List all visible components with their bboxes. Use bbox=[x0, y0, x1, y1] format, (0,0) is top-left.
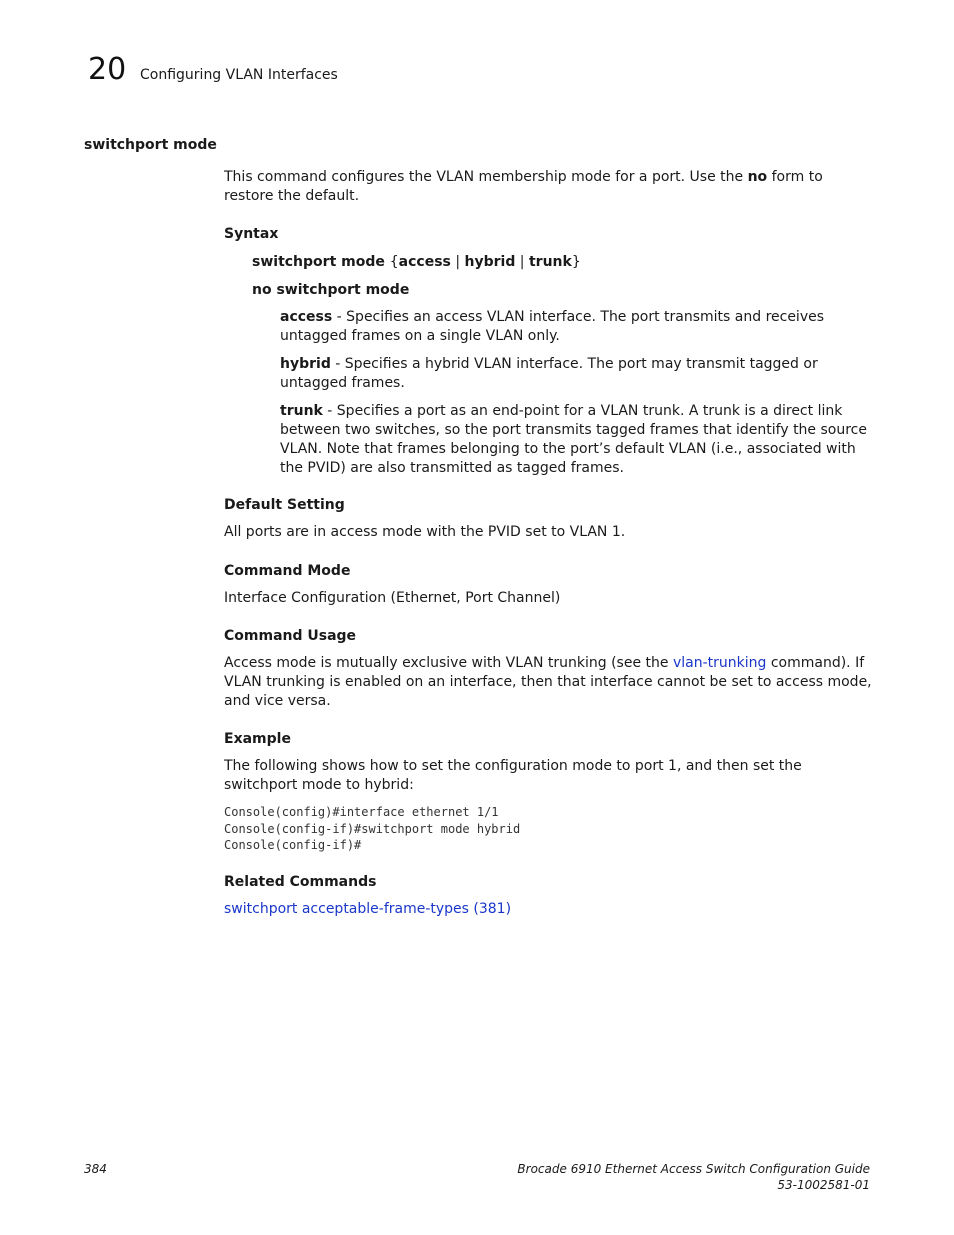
command-usage-heading: Command Usage bbox=[224, 628, 357, 644]
intro-paragraph: This command configures the VLAN membership mode for a port. Use the no form to restore the default. bbox=[224, 169, 823, 204]
doc-title: Brocade 6910 Ethernet Access Switch Configuration Guide bbox=[517, 1162, 870, 1176]
code-block bbox=[224, 804, 520, 854]
code-line: Console(config-if)#switchport mode hybrid bbox=[224, 821, 521, 836]
syntax-line: switchport mode {access | hybrid | trunk} bbox=[252, 254, 581, 270]
code-line: Console(config-if)# bbox=[224, 838, 362, 852]
command-usage-text: Access mode is mutually exclusive with VLAN trunking (see the vlan-trunking command). If VLAN trunking is enabled on an interface, then that interface cannot be set to access mode, and vice versa. bbox=[224, 655, 872, 709]
vlan-trunking-link[interactable]: vlan-trunking bbox=[672, 655, 767, 671]
command-mode-text: Interface Configuration (Ethernet, Port Channel) bbox=[224, 590, 561, 606]
default-setting-text: All ports are in access mode with the PVID set to VLAN 1. bbox=[224, 524, 626, 540]
chapter-number: 20 bbox=[88, 52, 127, 87]
footer-doc-info bbox=[517, 1161, 870, 1193]
code-line: Console(config)#interface ethernet 1/1 bbox=[224, 805, 499, 819]
page-number: 384 bbox=[84, 1162, 107, 1176]
section-title: switchport mode bbox=[84, 137, 217, 153]
chapter-title: Configuring VLAN Interfaces bbox=[140, 67, 338, 83]
param-hybrid: hybrid - Specifies a hybrid VLAN interface. The port may transmit tagged or untagged frames. bbox=[280, 356, 818, 391]
related-command-link[interactable]: switchport acceptable-frame-types (381) bbox=[224, 901, 512, 917]
syntax-heading: Syntax bbox=[224, 226, 279, 242]
command-mode-heading: Command Mode bbox=[224, 563, 351, 579]
example-text: The following shows how to set the configuration mode to port 1, and then set the switchport mode to hybrid: bbox=[224, 758, 802, 793]
param-access: access - Specifies an access VLAN interface. The port transmits and receives untagged frames on a single VLAN only. bbox=[280, 309, 825, 344]
doc-id: 53-1002581-01 bbox=[777, 1178, 870, 1192]
no-keyword: no bbox=[747, 169, 768, 185]
param-trunk: trunk - Specifies a port as an end-point for a VLAN trunk. A trunk is a direct link between two switches, so the port transmits tagged frames that identify the source VLAN. Note that frames belonging to the port’s default VLAN (i.e., associated with the PVID) are also transmitted as tagged frames. bbox=[280, 403, 867, 476]
default-setting-heading: Default Setting bbox=[224, 497, 345, 513]
related-commands-heading: Related Commands bbox=[224, 874, 377, 890]
syntax-no-line: no switchport mode bbox=[252, 282, 410, 298]
example-heading: Example bbox=[224, 731, 291, 747]
